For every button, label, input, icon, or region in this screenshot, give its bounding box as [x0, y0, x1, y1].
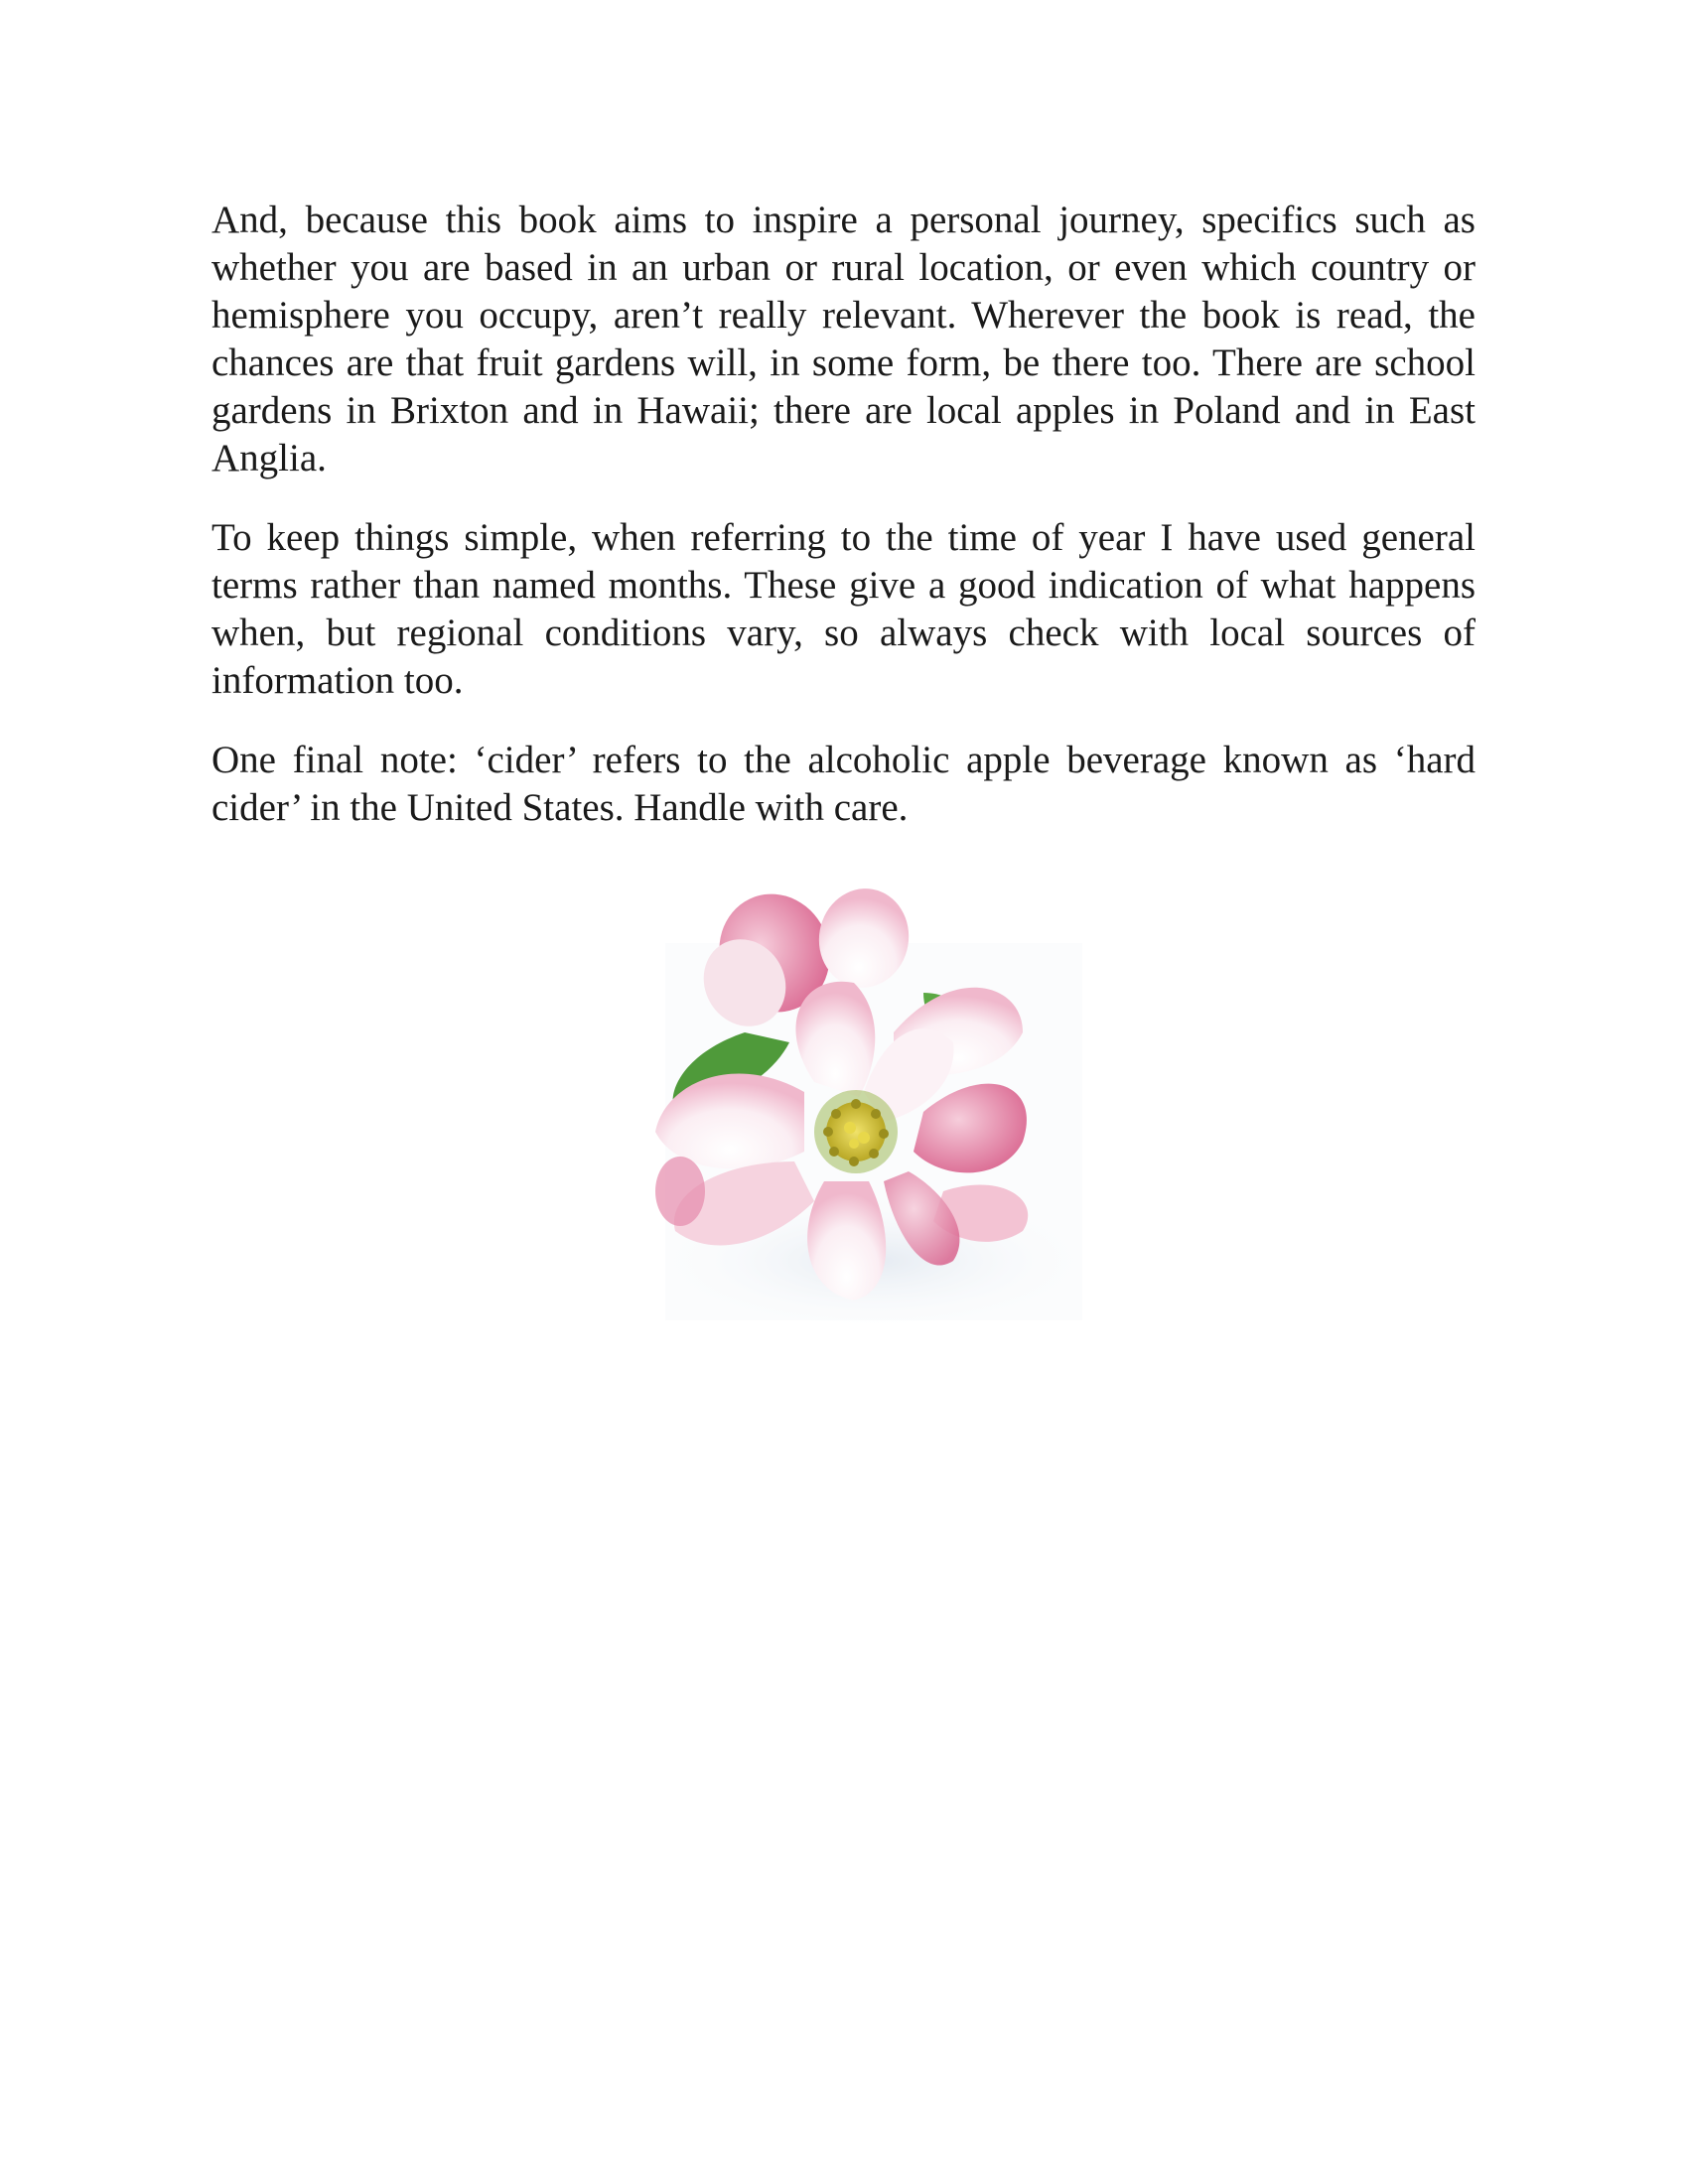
- body-text: [211, 197, 1476, 864]
- paragraph-3: One final note: ‘cider’ refers to the alcoholic apple beverage known as ‘hard cider’ in the United States. Handle with care.: [211, 739, 1476, 829]
- paragraph-1: And, because this book aims to inspire a personal journey, specifics such as whether you are based in an urban or rural location, or even which country or hemisphere you occupy, aren’t really relevant. Wherever the book is read, the chances are that fruit gardens will, in some form, be there too. There are school gardens in Brixton and in Hawaii; there are local apples in Poland and in East Anglia.: [211, 199, 1476, 479]
- apple-blossom-icon: [626, 884, 1097, 1330]
- paragraph-2: To keep things simple, when referring to the time of year I have used general terms rather than named months. These give a good indication of what happens when, but regional conditions vary, so always check with local sources of information too.: [211, 516, 1476, 702]
